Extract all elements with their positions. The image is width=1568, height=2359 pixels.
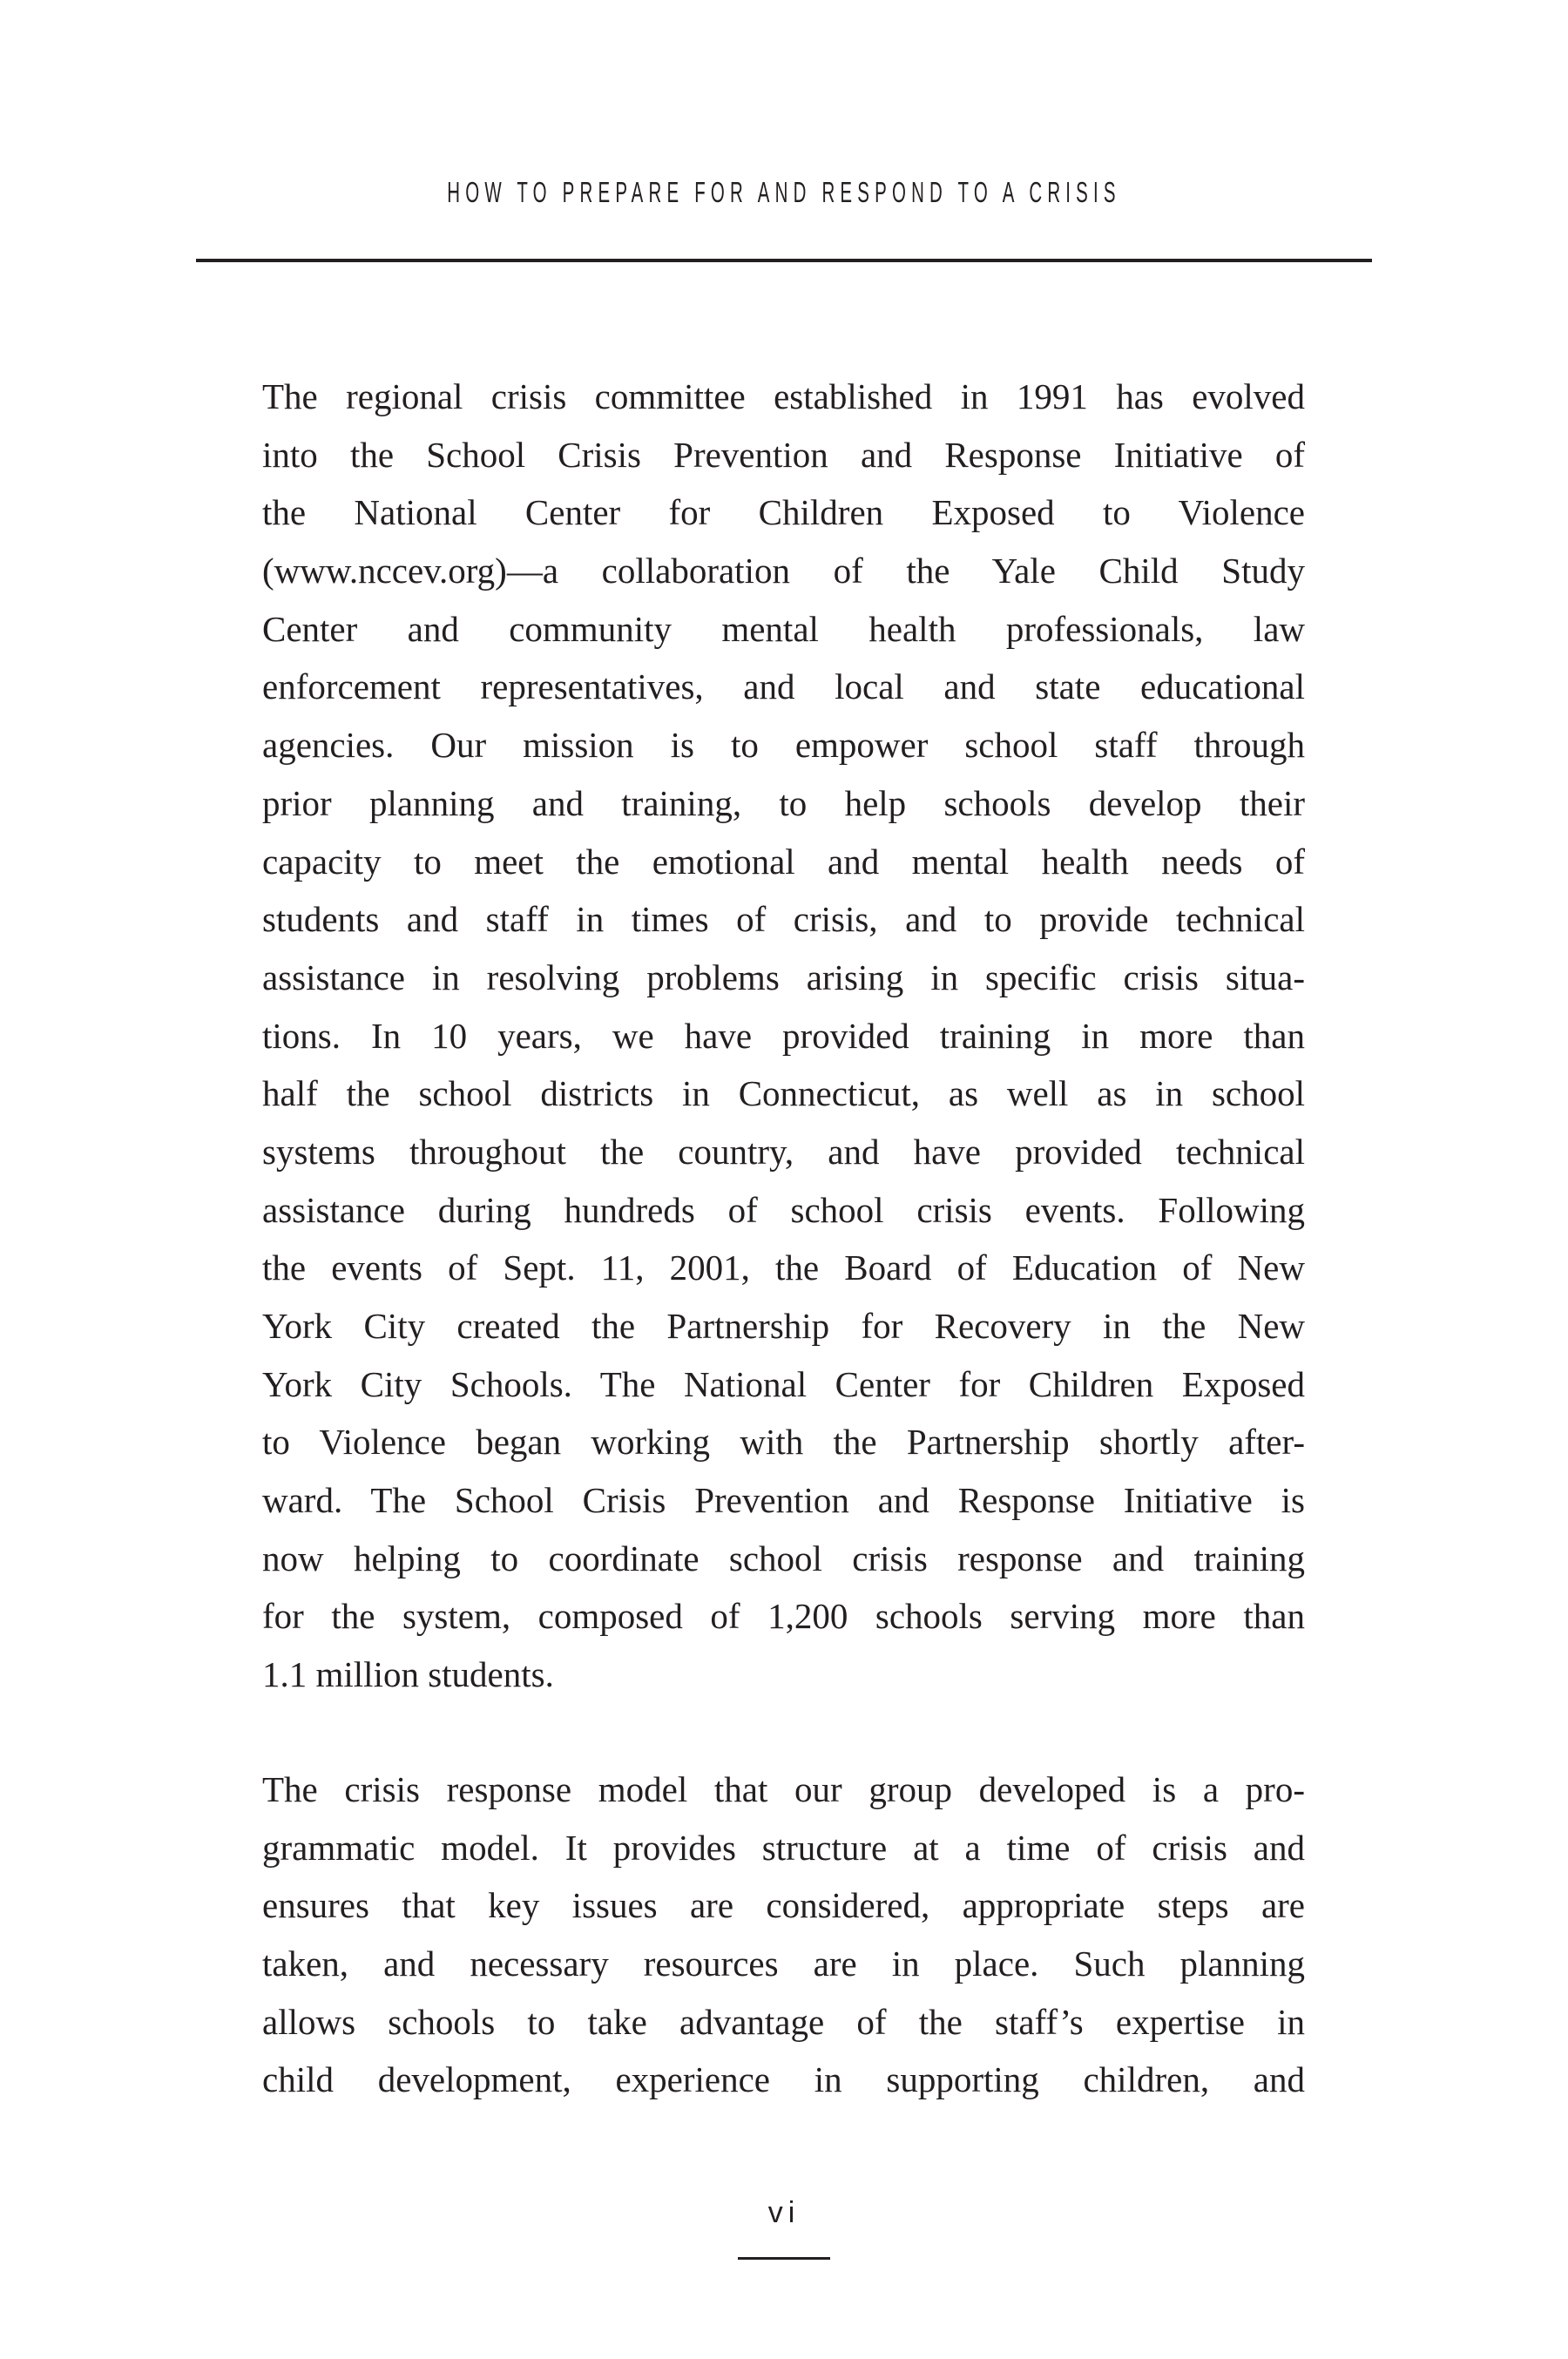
- text-line: Center and community mental health professionals, law: [262, 608, 1305, 649]
- paragraph-2: [262, 1761, 1305, 2109]
- text-line: 1.1 million students.: [262, 1654, 554, 1695]
- page-number: vi: [767, 2196, 801, 2229]
- text-line: students and staff in times of crisis, and to provide technical: [262, 899, 1305, 940]
- text-line: for the system, composed of 1,200 schools serving more than: [262, 1596, 1305, 1637]
- text-line: systems throughout the country, and have provided technical: [262, 1131, 1305, 1172]
- text-line: half the school districts in Connecticut, as well as in school: [262, 1073, 1305, 1114]
- text-line: enforcement representatives, and local and state educational: [262, 666, 1305, 707]
- text-line: now helping to coordinate school crisis response and training: [262, 1538, 1305, 1578]
- text-line: capacity to meet the emotional and mental health needs of: [262, 841, 1305, 882]
- text-line: (www.nccev.org)—a collaboration of the Yale Child Study: [262, 551, 1305, 591]
- text-line: into the School Crisis Prevention and Response Initiative of: [262, 434, 1305, 475]
- text-line: tions. In 10 years, we have provided training in more than: [262, 1015, 1305, 1056]
- text-line: York City created the Partnership for Recovery in the New: [262, 1306, 1305, 1346]
- text-line: ward. The School Crisis Prevention and Response Initiative is: [262, 1480, 1305, 1521]
- text-line: The regional crisis committee established in 1991 has evolved: [262, 376, 1305, 416]
- text-line: to Violence began working with the Partnership shortly after-: [262, 1422, 1305, 1463]
- header-rule: [196, 259, 1372, 262]
- footer-rule: [738, 2257, 830, 2260]
- running-head: HOW TO PREPARE FOR AND RESPOND TO A CRISIS: [447, 176, 1121, 208]
- paragraph-1: [262, 368, 1305, 1704]
- text-line: the events of Sept. 11, 2001, the Board of Education of New: [262, 1247, 1305, 1288]
- text-line: agencies. Our mission is to empower school staff through: [262, 725, 1305, 766]
- text-line: The crisis response model that our group developed is a pro-: [262, 1769, 1305, 1809]
- text-line: child development, experience in supporting children, and: [262, 2059, 1305, 2100]
- text-line: grammatic model. It provides structure at a time of crisis and: [262, 1827, 1305, 1868]
- text-line: the National Center for Children Exposed to Violence: [262, 492, 1305, 533]
- text-line: ensures that key issues are considered, appropriate steps are: [262, 1885, 1305, 1926]
- text-line: York City Schools. The National Center for Children Exposed: [262, 1363, 1305, 1404]
- text-line: assistance in resolving problems arising in specific crisis situa-: [262, 956, 1305, 997]
- text-line: assistance during hundreds of school crisis events. Following: [262, 1189, 1305, 1230]
- text-line: allows schools to take advantage of the staff’s expertise in: [262, 2001, 1305, 2042]
- text-line: taken, and necessary resources are in place. Such planning: [262, 1943, 1305, 1984]
- text-line: prior planning and training, to help schools develop their: [262, 782, 1305, 823]
